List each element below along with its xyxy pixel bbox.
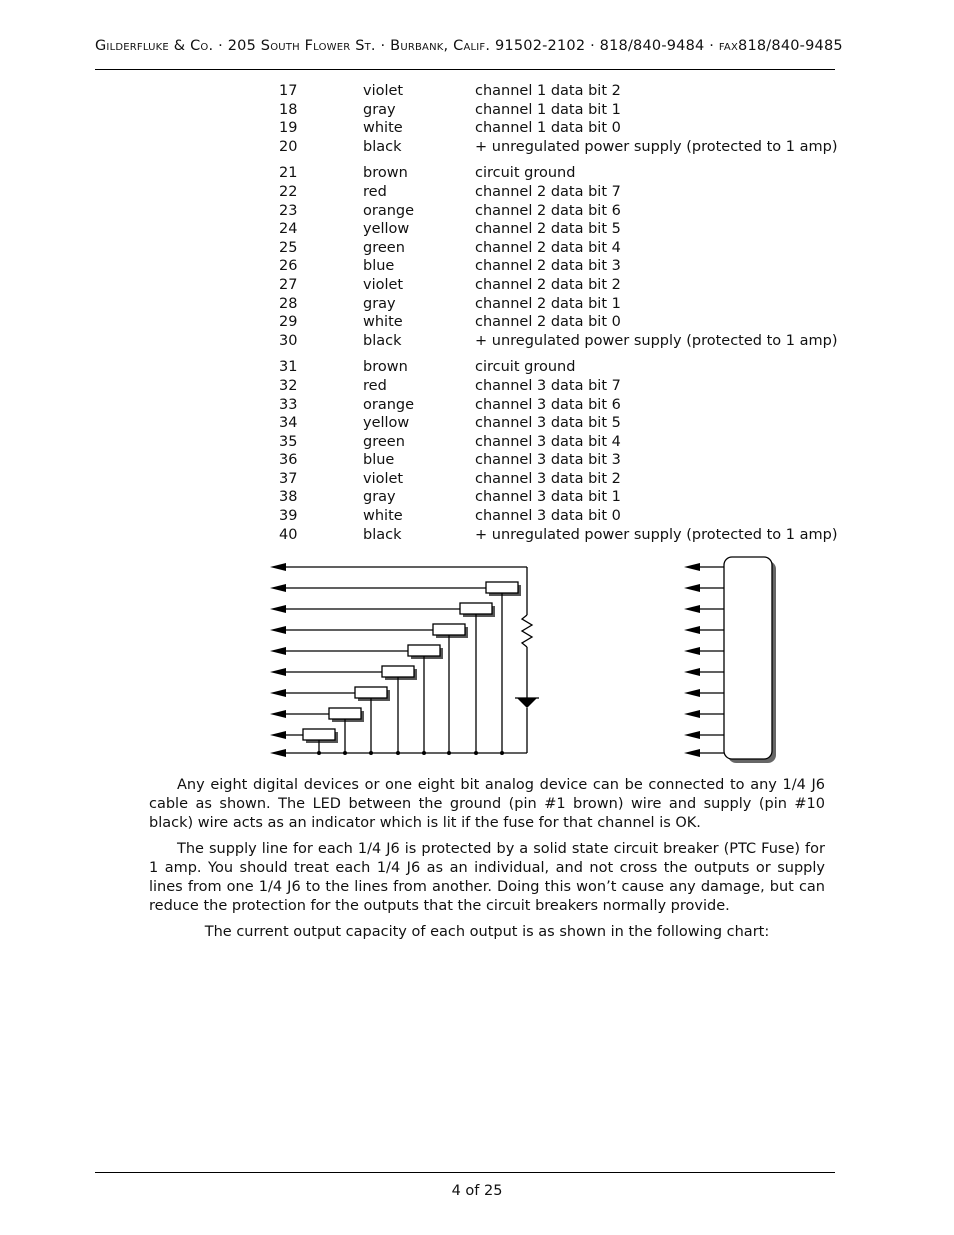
wire-color: white <box>363 508 403 525</box>
junction-dot <box>474 751 478 755</box>
pin-row <box>279 202 839 221</box>
pin-row <box>279 101 839 120</box>
junction-dot <box>500 751 504 755</box>
fax-label: fax <box>718 38 739 54</box>
pin-function: channel 3 data bit 0 <box>475 508 621 525</box>
pin-number: 39 <box>279 508 298 525</box>
output-load-circuit <box>270 563 539 757</box>
pin-number: 21 <box>279 165 298 182</box>
device-wire-arrow <box>684 605 700 613</box>
load-box <box>486 582 518 593</box>
pin-number: 38 <box>279 489 298 506</box>
wire-color: gray <box>363 489 396 506</box>
pin-row <box>279 414 839 433</box>
device-wire-arrow <box>684 584 700 592</box>
wire-color: violet <box>363 276 404 293</box>
device-wire-arrow <box>684 626 700 634</box>
wire-color: blue <box>363 452 395 469</box>
pin-row <box>279 358 839 377</box>
load-box <box>408 645 440 656</box>
pin-number: 20 <box>279 138 298 155</box>
junction-dot <box>369 751 373 755</box>
pin-function: circuit ground <box>475 359 576 376</box>
pin-function: channel 1 data bit 2 <box>475 83 621 99</box>
wire-color: violet <box>363 470 404 487</box>
pin-row <box>279 332 839 351</box>
pin-row <box>279 276 839 295</box>
wire-color: red <box>363 377 387 394</box>
body-text <box>149 776 825 949</box>
pin-function: channel 3 data bit 5 <box>475 415 621 432</box>
pin-row <box>279 433 839 452</box>
load-box <box>355 687 387 698</box>
wire-color: black <box>363 526 402 543</box>
pin-number: 29 <box>279 314 298 331</box>
pin-row <box>279 295 839 314</box>
wiring-diagram <box>262 555 792 765</box>
device-wire-arrow <box>684 647 700 655</box>
pin-number: 28 <box>279 295 298 312</box>
pin-function: channel 1 data bit 0 <box>475 120 621 137</box>
wire-color: blue <box>363 258 395 275</box>
pin-function: channel 2 data bit 6 <box>475 202 621 219</box>
pin-function: channel 3 data bit 1 <box>475 489 621 506</box>
pin-row <box>279 257 839 276</box>
wire-color: green <box>363 239 405 256</box>
paragraph-devices: Any eight digital devices or one eight bit analog device can be connected to any 1/4 J6 cable as shown. The LED between the ground (pin #1 brown) wire and supply (pin #10 black) wire acts as an indicator which is lit if the fuse for that channel is OK. <box>149 777 825 831</box>
pin-number: 22 <box>279 183 298 200</box>
wire-color: yellow <box>363 415 410 432</box>
company-name: Gilderfluke & Co. <box>95 38 214 54</box>
wire-arrow <box>270 710 286 718</box>
pin-function: channel 3 data bit 4 <box>475 433 621 450</box>
page-header <box>95 38 843 54</box>
wire-color: black <box>363 332 402 349</box>
pin-number: 40 <box>279 526 298 543</box>
junction-dot <box>422 751 426 755</box>
page-number: 4 of 25 <box>451 1183 503 1199</box>
pin-number: 18 <box>279 101 298 118</box>
pin-function: channel 3 data bit 7 <box>475 377 621 394</box>
pin-number: 32 <box>279 377 298 394</box>
pin-row <box>279 82 839 101</box>
pin-table <box>279 82 839 552</box>
analog-device-box <box>724 557 772 759</box>
wire-color: brown <box>363 359 408 376</box>
wire-color: black <box>363 138 402 155</box>
device-wire-arrow <box>684 689 700 697</box>
wire-color: yellow <box>363 221 410 238</box>
pin-row <box>279 377 839 396</box>
load-box <box>303 729 335 740</box>
pin-function: + unregulated power supply (protected to 1 amp) <box>475 526 838 543</box>
pin-row <box>279 507 839 526</box>
pin-number: 37 <box>279 470 298 487</box>
pin-function: + unregulated power supply (protected to 1 amp) <box>475 138 838 155</box>
pin-number: 26 <box>279 258 298 275</box>
pin-function: channel 2 data bit 4 <box>475 239 621 256</box>
device-wire-arrow <box>684 563 700 571</box>
wire-color: brown <box>363 165 408 182</box>
company-address: · 205 South Flower St. · Burbank, Calif. 91502-2102 · 818/840-9484 · <box>218 38 719 54</box>
wire-color: white <box>363 314 403 331</box>
wire-arrow <box>270 605 286 613</box>
pin-number: 24 <box>279 221 298 238</box>
wire-arrow <box>270 584 286 592</box>
header-rule <box>95 69 835 70</box>
wire-color: red <box>363 183 387 200</box>
pin-number: 34 <box>279 415 298 432</box>
junction-dot <box>396 751 400 755</box>
load-box <box>433 624 465 635</box>
wire-color: green <box>363 433 405 450</box>
pin-function: channel 3 data bit 2 <box>475 470 621 487</box>
load-box <box>329 708 361 719</box>
device-wire-arrow <box>684 668 700 676</box>
wire-color: violet <box>363 83 404 99</box>
resistor <box>522 615 532 647</box>
wire-color: orange <box>363 396 415 413</box>
pin-row <box>279 239 839 258</box>
load-box <box>382 666 414 677</box>
pin-function: channel 3 data bit 3 <box>475 452 621 469</box>
pin-row <box>279 220 839 239</box>
pin-row <box>279 138 839 157</box>
pin-row <box>279 119 839 138</box>
pin-number: 35 <box>279 433 298 450</box>
pin-function: channel 2 data bit 7 <box>475 183 621 200</box>
pin-row <box>279 396 839 415</box>
led-diode <box>517 698 537 708</box>
pin-row <box>279 164 839 183</box>
device-wire-arrow <box>684 749 700 757</box>
pin-number: 17 <box>279 83 298 99</box>
junction-dot <box>317 751 321 755</box>
pin-function: channel 3 data bit 6 <box>475 396 621 413</box>
pin-number: 27 <box>279 276 298 293</box>
pin-row <box>279 451 839 470</box>
pin-row <box>279 470 839 489</box>
pin-row <box>279 488 839 507</box>
pin-function: channel 2 data bit 0 <box>475 314 621 331</box>
pin-number: 33 <box>279 396 298 413</box>
wire-color: orange <box>363 202 415 219</box>
pin-group <box>279 82 839 156</box>
pin-function: channel 2 data bit 2 <box>475 276 621 293</box>
wire-color: gray <box>363 101 396 118</box>
pin-function: + unregulated power supply (protected to 1 amp) <box>475 332 838 349</box>
pin-row <box>279 313 839 332</box>
analog-device-circuit <box>684 557 776 763</box>
fax-number: 818/840-9485 <box>738 38 843 54</box>
wire-arrow <box>270 731 286 739</box>
pin-number: 36 <box>279 452 298 469</box>
pin-number: 30 <box>279 332 298 349</box>
pin-group <box>279 358 839 544</box>
pin-group <box>279 164 839 350</box>
wire-arrow <box>270 647 286 655</box>
pin-row <box>279 183 839 202</box>
wire-color: white <box>363 120 403 137</box>
pin-number: 25 <box>279 239 298 256</box>
pin-number: 23 <box>279 202 298 219</box>
footer-rule <box>95 1172 835 1173</box>
device-wire-arrow <box>684 710 700 718</box>
pin-function: channel 2 data bit 3 <box>475 258 621 275</box>
wire-arrow <box>270 749 286 757</box>
device-wire-arrow <box>684 731 700 739</box>
wire-arrow <box>270 626 286 634</box>
paragraph-supply: The supply line for each 1/4 J6 is protected by a solid state circuit breaker (PTC Fuse) for 1 amp. You should treat each 1/4 J6 as an individual, and not cross the outputs or supply lines from one 1/4 J6 to the lines from another. Doing this won’t cause any damage, but can reduce the protection for the outputs that the circuit breakers normally provide. <box>149 841 825 914</box>
pin-function: channel 2 data bit 5 <box>475 221 621 238</box>
junction-dot <box>447 751 451 755</box>
wire-arrow <box>270 668 286 676</box>
wire-arrow <box>270 563 286 571</box>
load-box <box>460 603 492 614</box>
wire-arrow <box>270 689 286 697</box>
wire-color: gray <box>363 295 396 312</box>
junction-dot <box>343 751 347 755</box>
pin-number: 31 <box>279 359 298 376</box>
pin-function: circuit ground <box>475 165 576 182</box>
paragraph-capacity: The current output capacity of each output is as shown in the following chart: <box>204 924 770 940</box>
pin-function: channel 2 data bit 1 <box>475 295 621 312</box>
pin-function: channel 1 data bit 1 <box>475 101 621 118</box>
pin-number: 19 <box>279 120 298 137</box>
pin-row <box>279 526 839 545</box>
